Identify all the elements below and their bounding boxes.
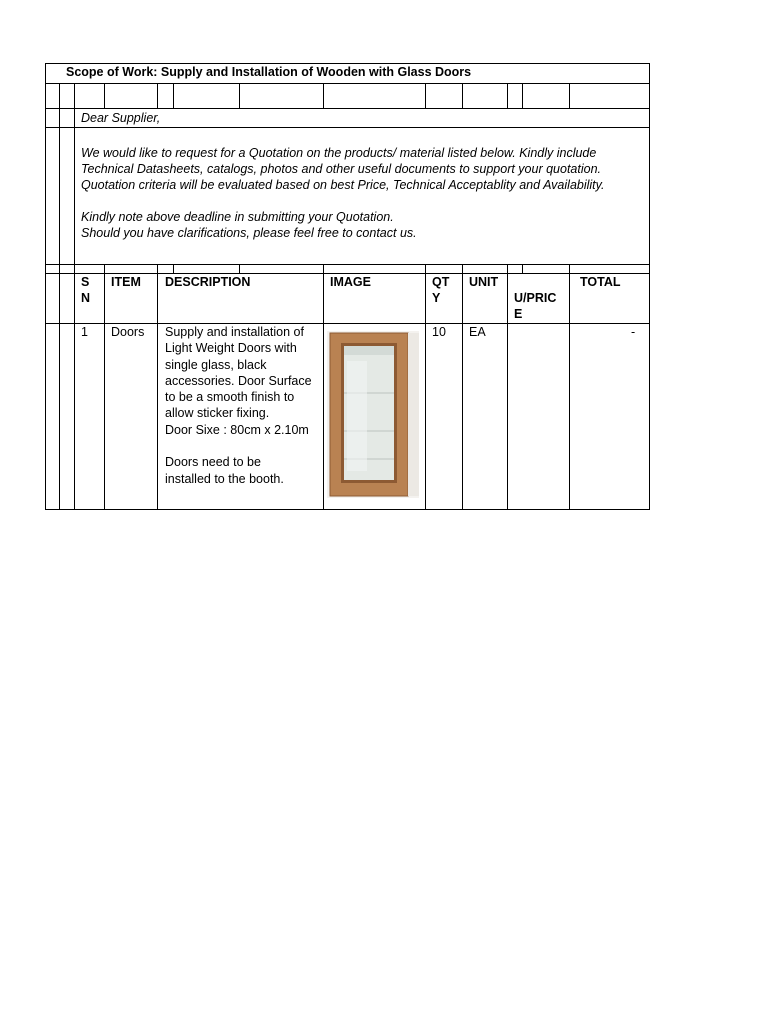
- grid-line: [323, 264, 324, 273]
- grid-line: [157, 273, 158, 510]
- header-sn: N: [81, 291, 91, 305]
- grid-line: [239, 83, 240, 108]
- grid-line: [45, 108, 650, 109]
- header-qty: Y: [432, 291, 441, 305]
- intro-paragraph: [81, 145, 604, 193]
- header-unit: UNIT: [469, 275, 499, 289]
- grid-line: [45, 264, 650, 265]
- page-title: Scope of Work: Supply and Installation of Wooden with Glass Doors: [66, 65, 472, 79]
- description-line: to be a smooth finish to: [165, 390, 295, 405]
- header-sn: S: [81, 275, 90, 289]
- grid-line: [74, 83, 75, 510]
- intro-line: We would like to request for a Quotation on the products/ material listed below. Kindly include: [81, 146, 597, 160]
- cell-total: -: [631, 325, 636, 339]
- grid-line: [425, 273, 426, 510]
- grid-line: [104, 264, 105, 273]
- grid-line: [104, 83, 105, 108]
- description-line: Supply and installation of: [165, 325, 304, 339]
- cell-item: Doors: [111, 325, 145, 339]
- grid-line: [569, 264, 570, 273]
- grid-line: [462, 264, 463, 273]
- description-line: installed to the booth.: [165, 471, 284, 486]
- grid-line: [569, 273, 570, 510]
- cell-unit: EA: [469, 325, 486, 339]
- grid-line: [425, 83, 426, 108]
- header-unit-price: E: [514, 307, 523, 321]
- header-qty: QT: [432, 275, 450, 289]
- description-line: Door Sixe : 80cm x 2.10m: [165, 422, 309, 437]
- grid-line: [45, 63, 46, 510]
- grid-line: [323, 83, 324, 108]
- grid-line: [157, 83, 158, 108]
- grid-line: [173, 264, 174, 273]
- grid-line: [649, 63, 650, 510]
- grid-line: [507, 273, 508, 510]
- grid-line: [45, 127, 650, 128]
- header-description: DESCRIPTION: [165, 275, 251, 289]
- description-line: accessories. Door Surface: [165, 373, 312, 388]
- greeting-text: Dear Supplier,: [81, 111, 161, 125]
- wooden-glass-door-image: [327, 331, 419, 498]
- grid-line: [104, 273, 105, 510]
- intro-line: Technical Datasheets, catalogs, photos and other useful documents to support your quotation.: [81, 162, 602, 176]
- cell-qty: 10: [432, 325, 446, 339]
- description-line: Doors need to be: [165, 455, 261, 470]
- note-paragraph: [81, 209, 417, 241]
- cell-description: [165, 324, 312, 487]
- grid-line: [522, 264, 523, 273]
- grid-line: [462, 83, 463, 108]
- grid-line: [45, 509, 650, 510]
- note-line: Should you have clarifications, please feel free to contact us.: [81, 226, 417, 240]
- grid-line: [239, 264, 240, 273]
- description-line: allow sticker fixing.: [165, 406, 270, 421]
- header-unit-price: U/PRIC: [514, 291, 557, 305]
- grid-line: [462, 273, 463, 510]
- cell-sn: 1: [81, 325, 88, 339]
- description-line: single glass, black: [165, 357, 267, 372]
- intro-line: Quotation criteria will be evaluated based on best Price, Technical Acceptablity and Availability.: [81, 178, 605, 192]
- grid-line: [59, 83, 60, 510]
- grid-line: [425, 264, 426, 273]
- grid-line: [522, 83, 523, 108]
- grid-line: [157, 264, 158, 273]
- grid-line: [569, 83, 570, 108]
- grid-line: [173, 83, 174, 108]
- grid-line: [507, 264, 508, 273]
- header-total: TOTAL: [580, 275, 621, 289]
- header-item: ITEM: [111, 275, 141, 289]
- note-line: Kindly note above deadline in submitting your Quotation.: [81, 210, 394, 224]
- description-line: [165, 438, 312, 454]
- grid-line: [323, 273, 324, 510]
- description-line: Light Weight Doors with: [165, 341, 297, 356]
- grid-line: [507, 83, 508, 108]
- grid-line: [45, 83, 650, 84]
- header-image: IMAGE: [330, 275, 371, 289]
